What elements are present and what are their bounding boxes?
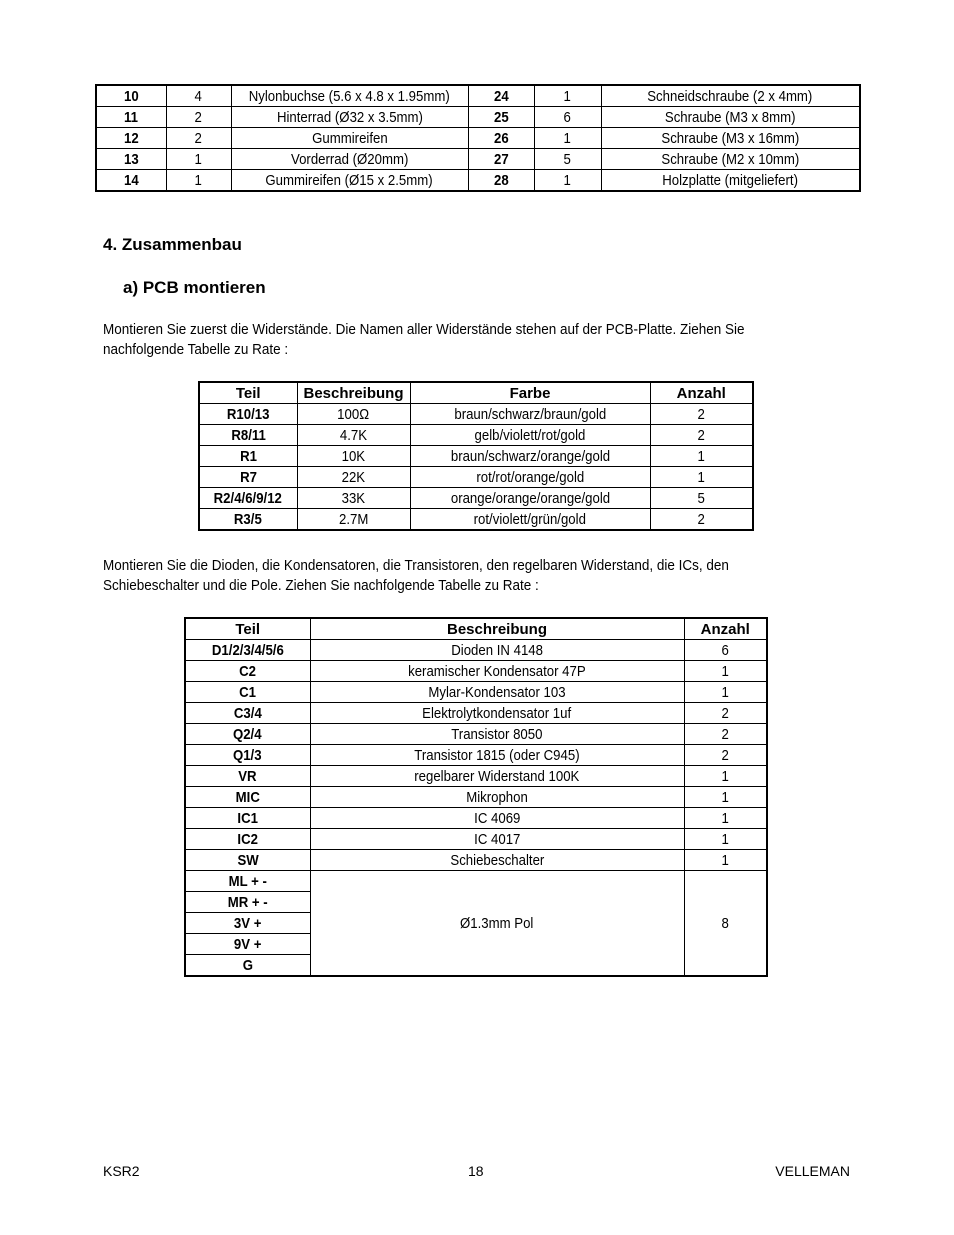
resistor-quantity-text: 1 — [697, 447, 705, 465]
resistor-part-text: R1 — [239, 447, 257, 465]
resistor-part-text: R3/5 — [234, 510, 263, 528]
resistor-quantity-text: 2 — [697, 405, 705, 423]
table-row — [185, 766, 767, 787]
component-part-text: Q1/3 — [233, 746, 263, 764]
table-row — [185, 640, 767, 661]
component-description — [310, 703, 684, 724]
component-instructions — [103, 556, 863, 596]
part-quantity-text: 5 — [563, 150, 572, 168]
pole-part — [185, 892, 310, 913]
resistor-quantity — [650, 509, 753, 531]
component-part-text: MIC — [235, 788, 260, 806]
part-description — [231, 107, 468, 128]
component-description-text: Transistor 1815 (oder C945) — [414, 746, 580, 764]
part-number-text: 27 — [493, 150, 509, 168]
component-quantity — [684, 661, 767, 682]
component-part — [185, 661, 310, 682]
table-row — [199, 488, 753, 509]
resistor-value-text: 100Ω — [337, 405, 370, 423]
part-description-text: Gummireifen — [311, 129, 388, 147]
resistor-part — [199, 488, 297, 509]
table-row — [185, 745, 767, 766]
resistor-quantity — [650, 446, 753, 467]
part-number-text: 26 — [493, 129, 509, 147]
part-quantity-text: 1 — [194, 150, 203, 168]
resistor-color-code — [410, 509, 650, 531]
component-description-text: Mylar-Kondensator 103 — [428, 683, 566, 701]
subsection-title: a) PCB montieren — [123, 278, 266, 297]
part-description — [601, 107, 860, 128]
resistor-color-code-text: orange/orange/orange/gold — [450, 489, 610, 507]
component-quantity-text: 1 — [721, 809, 729, 827]
component-part — [185, 703, 310, 724]
component-description-text: IC 4069 — [473, 809, 521, 827]
component-part — [185, 850, 310, 871]
part-description-text: Schraube (M3 x 8mm) — [664, 108, 796, 126]
component-description-text: Dioden IN 4148 — [451, 641, 543, 659]
resistor-value — [297, 404, 410, 425]
part-quantity-text: 6 — [563, 108, 572, 126]
section-title: 4. Zusammenbau — [103, 235, 242, 254]
pole-part-text: ML + - — [228, 872, 267, 890]
component-instructions-line-1: Montieren Sie die Dioden, die Kondensatoren, die Transistoren, den regelbaren Widerstand, die ICs, den — [103, 557, 729, 574]
pole-part-text: 3V + — [233, 914, 262, 932]
table-row — [185, 829, 767, 850]
part-description-text: Schraube (M3 x 16mm) — [661, 129, 800, 147]
component-description-text: Schiebeschalter — [450, 851, 544, 869]
resistor-part — [199, 404, 297, 425]
resistor-color-code-text: rot/rot/orange/gold — [476, 468, 584, 486]
component-quantity-text: 1 — [721, 683, 729, 701]
table-row — [199, 509, 753, 531]
pole-quantity — [684, 871, 767, 977]
part-number — [96, 128, 166, 149]
pole-part — [185, 913, 310, 934]
part-quantity — [166, 149, 231, 170]
component-part — [185, 745, 310, 766]
component-quantity-text: 1 — [721, 662, 729, 680]
resistor-quantity — [650, 425, 753, 446]
component-table-header — [185, 618, 767, 640]
part-number — [96, 149, 166, 170]
resistor-color-code — [410, 467, 650, 488]
resistor-color-code-text: braun/schwarz/braun/gold — [454, 405, 606, 423]
part-description-text: Schraube (M2 x 10mm) — [661, 150, 800, 168]
resistor-table-header — [199, 382, 753, 404]
header-color: Farbe — [410, 382, 650, 404]
resistor-part-text: R8/11 — [230, 426, 266, 444]
component-description-text: Transistor 8050 — [451, 725, 543, 743]
resistor-color-code — [410, 446, 650, 467]
part-quantity-text: 2 — [194, 108, 203, 126]
resistor-quantity — [650, 404, 753, 425]
part-quantity-text: 1 — [194, 171, 203, 189]
resistor-table — [198, 381, 754, 531]
part-quantity — [534, 149, 601, 170]
component-part — [185, 724, 310, 745]
part-number — [468, 85, 534, 107]
resistor-instructions-line-2: nachfolgende Tabelle zu Rate : — [103, 341, 289, 358]
table-row — [199, 404, 753, 425]
table-row — [96, 85, 860, 107]
table-row — [199, 446, 753, 467]
resistor-part — [199, 509, 297, 531]
part-number-text: 25 — [493, 108, 509, 126]
header-quantity: Anzahl — [650, 382, 753, 404]
part-number-text: 11 — [124, 108, 139, 126]
table-row — [185, 703, 767, 724]
component-part-text: C3/4 — [233, 704, 262, 722]
component-instructions-line-2: Schiebeschalter und die Pole. Ziehen Sie nachfolgende Tabelle zu Rate : — [103, 577, 539, 594]
component-part — [185, 640, 310, 661]
resistor-part — [199, 446, 297, 467]
part-number — [468, 149, 534, 170]
part-quantity-text: 4 — [194, 87, 203, 105]
table-row — [185, 724, 767, 745]
pole-part-text: MR + - — [227, 893, 268, 911]
component-description — [310, 640, 684, 661]
component-description-text: regelbarer Widerstand 100K — [414, 767, 580, 785]
component-quantity — [684, 808, 767, 829]
part-number — [96, 85, 166, 107]
component-part — [185, 787, 310, 808]
table-row — [96, 170, 860, 192]
table-row — [199, 425, 753, 446]
part-number — [96, 170, 166, 192]
part-description — [231, 128, 468, 149]
header-part: Teil — [185, 618, 310, 640]
component-description — [310, 724, 684, 745]
component-quantity-text: 2 — [721, 746, 729, 764]
resistor-value — [297, 467, 410, 488]
resistor-value — [297, 446, 410, 467]
resistor-quantity-text: 5 — [697, 489, 705, 507]
part-quantity-text: 1 — [563, 87, 572, 105]
page-number: 18 — [468, 1163, 484, 1179]
table-row — [185, 808, 767, 829]
pole-part-text: 9V + — [233, 935, 262, 953]
component-table — [184, 617, 768, 977]
component-part-text: D1/2/3/4/5/6 — [211, 641, 284, 659]
component-part — [185, 829, 310, 850]
part-quantity — [166, 170, 231, 192]
component-part — [185, 766, 310, 787]
table-row — [96, 128, 860, 149]
component-description-text: Elektrolytkondensator 1uf — [422, 704, 572, 722]
part-quantity — [534, 170, 601, 192]
component-part-text: VR — [238, 767, 257, 785]
component-part-text: C1 — [239, 683, 257, 701]
part-quantity — [166, 128, 231, 149]
pole-part — [185, 934, 310, 955]
pole-part — [185, 955, 310, 977]
component-quantity-text: 2 — [721, 704, 729, 722]
component-quantity — [684, 829, 767, 850]
part-number-text: 24 — [493, 87, 509, 105]
pole-quantity-text: 8 — [721, 914, 729, 932]
resistor-value — [297, 488, 410, 509]
resistor-value — [297, 425, 410, 446]
component-part — [185, 808, 310, 829]
resistor-color-code — [410, 404, 650, 425]
part-number — [468, 128, 534, 149]
part-description-text: Nylonbuchse (5.6 x 4.8 x 1.95mm) — [248, 87, 451, 105]
component-quantity-text: 1 — [721, 788, 729, 806]
part-description-text: Vorderrad (Ø20mm) — [290, 150, 409, 168]
part-quantity-text: 1 — [563, 129, 572, 147]
component-quantity — [684, 745, 767, 766]
parts-table-body — [96, 85, 860, 191]
component-quantity — [684, 766, 767, 787]
pole-part-text: G — [242, 956, 253, 974]
table-row — [185, 661, 767, 682]
part-quantity-text: 2 — [194, 129, 203, 147]
resistor-value-text: 22K — [341, 468, 366, 486]
part-description — [601, 149, 860, 170]
component-part-text: Q2/4 — [233, 725, 263, 743]
resistor-color-code — [410, 488, 650, 509]
component-description — [310, 787, 684, 808]
resistor-instructions-line-1: Montieren Sie zuerst die Widerstände. Die Namen aller Widerstände stehen auf der PCB-Platte. Ziehen Sie — [103, 321, 745, 338]
resistor-quantity-text: 2 — [697, 426, 705, 444]
resistor-value — [297, 509, 410, 531]
component-description-text: keramischer Kondensator 47P — [408, 662, 586, 680]
resistor-color-code-text: gelb/violett/rot/gold — [474, 426, 586, 444]
part-number — [96, 107, 166, 128]
pole-part — [185, 871, 310, 892]
table-row — [185, 871, 767, 892]
table-row — [96, 107, 860, 128]
component-description — [310, 682, 684, 703]
resistor-part-text: R7 — [239, 468, 257, 486]
part-number-text: 28 — [493, 171, 509, 189]
component-quantity — [684, 640, 767, 661]
component-quantity — [684, 703, 767, 724]
component-description — [310, 661, 684, 682]
table-row — [185, 850, 767, 871]
component-quantity — [684, 724, 767, 745]
component-quantity-text: 1 — [721, 830, 729, 848]
resistor-value-text: 2.7M — [338, 510, 369, 528]
component-table-body — [185, 640, 767, 977]
table-row — [199, 467, 753, 488]
resistor-color-code-text: braun/schwarz/orange/gold — [450, 447, 610, 465]
footer-brand: VELLEMAN — [775, 1163, 850, 1179]
component-part-text: IC2 — [237, 830, 259, 848]
part-description — [231, 149, 468, 170]
component-description-text: IC 4017 — [473, 830, 521, 848]
part-description — [601, 128, 860, 149]
resistor-color-code — [410, 425, 650, 446]
resistor-quantity-text: 1 — [697, 468, 705, 486]
component-quantity-text: 1 — [721, 767, 729, 785]
part-description — [231, 170, 468, 192]
component-quantity-text: 2 — [721, 725, 729, 743]
part-quantity — [534, 107, 601, 128]
resistor-color-code-text: rot/violett/grün/gold — [473, 510, 587, 528]
part-number — [468, 170, 534, 192]
component-part-text: IC1 — [237, 809, 259, 827]
component-quantity-text: 1 — [721, 851, 729, 869]
parts-table — [95, 84, 861, 192]
part-quantity-text: 1 — [563, 171, 572, 189]
part-quantity — [166, 107, 231, 128]
part-quantity — [166, 85, 231, 107]
component-description-text: Mikrophon — [466, 788, 528, 806]
table-row — [96, 149, 860, 170]
part-number-text: 14 — [123, 171, 139, 189]
header-description: Beschreibung — [297, 382, 410, 404]
resistor-quantity — [650, 488, 753, 509]
part-description — [601, 85, 860, 107]
resistor-quantity-text: 2 — [697, 510, 705, 528]
part-number-text: 10 — [123, 87, 139, 105]
table-row — [185, 682, 767, 703]
component-quantity — [684, 787, 767, 808]
part-description — [601, 170, 860, 192]
part-description — [231, 85, 468, 107]
part-description-text: Holzplatte (mitgeliefert) — [662, 171, 799, 189]
component-quantity — [684, 682, 767, 703]
resistor-part-text: R2/4/6/9/12 — [214, 489, 283, 507]
part-quantity — [534, 128, 601, 149]
component-description — [310, 745, 684, 766]
pole-description — [310, 871, 684, 977]
part-quantity — [534, 85, 601, 107]
part-description-text: Schneidschraube (2 x 4mm) — [647, 87, 813, 105]
header-part: Teil — [199, 382, 297, 404]
resistor-part — [199, 425, 297, 446]
component-part — [185, 682, 310, 703]
resistor-table-body — [199, 404, 753, 531]
part-number — [468, 107, 534, 128]
component-description — [310, 829, 684, 850]
component-part-text: SW — [237, 851, 259, 869]
resistor-value-text: 33K — [341, 489, 366, 507]
part-number-text: 13 — [123, 150, 139, 168]
component-description — [310, 808, 684, 829]
header-description: Beschreibung — [310, 618, 684, 640]
resistor-part — [199, 467, 297, 488]
footer-model: KSR2 — [103, 1163, 140, 1179]
part-description-text: Gummireifen (Ø15 x 2.5mm) — [265, 171, 434, 189]
component-part-text: C2 — [239, 662, 257, 680]
table-row — [185, 787, 767, 808]
resistor-quantity — [650, 467, 753, 488]
resistor-value-text: 10K — [341, 447, 366, 465]
part-description-text: Hinterrad (Ø32 x 3.5mm) — [276, 108, 423, 126]
resistor-part-text: R10/13 — [226, 405, 270, 423]
component-quantity-text: 6 — [721, 641, 729, 659]
component-description — [310, 850, 684, 871]
header-quantity: Anzahl — [684, 618, 767, 640]
component-description — [310, 766, 684, 787]
resistor-instructions — [103, 320, 863, 360]
part-number-text: 12 — [123, 129, 139, 147]
resistor-value-text: 4.7K — [339, 426, 368, 444]
component-quantity — [684, 850, 767, 871]
pole-description-text: Ø1.3mm Pol — [460, 914, 534, 932]
